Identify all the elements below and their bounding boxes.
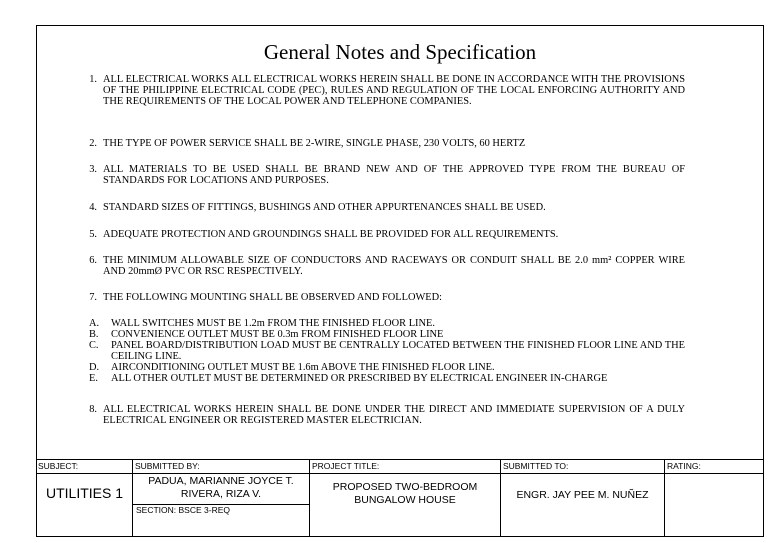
sheet-title: General Notes and Specification [263, 40, 537, 64]
submitted-by-name-2: RIVERA, RIZA V. [180, 488, 262, 500]
mounting-letter: A. [89, 318, 100, 329]
note-text: THE MINIMUM ALLOWABLE SIZE OF CONDUCTORS AND RACEWAYS OR CONDUIT SHALL BE 2.0 mm² COPPER WIRE AND 20mmØ PVC OR RSC RESPECTIVELY. [103, 255, 685, 277]
project-title-line-2: BUNGALOW HOUSE [354, 494, 456, 506]
subject-value: UTILITIES 1 [45, 485, 124, 501]
note-number: 5. [89, 229, 97, 240]
project-title-label: PROJECT TITLE: [312, 461, 380, 471]
header-divider [665, 473, 763, 474]
mounting-text: CONVENIENCE OUTLET MUST BE 0.3m FROM FINISHED FLOOR LINE [111, 329, 444, 340]
note-number: 7. [89, 292, 97, 303]
note-text: ALL MATERIALS TO BE USED SHALL BE BRAND NEW AND OF THE APPROVED TYPE FROM THE BUREAU OF STANDARDS FOR LOCATIONS AND PURPOSES. [103, 164, 685, 186]
project-title-cell [309, 460, 500, 536]
mounting-item [89, 373, 685, 384]
mounting-text: ALL OTHER OUTLET MUST BE DETERMINED OR PRESCRIBED BY ELECTRICAL ENGINEER IN-CHARGE [111, 373, 608, 384]
note-text: THE TYPE OF POWER SERVICE SHALL BE 2-WIRE, SINGLE PHASE, 230 VOLTS, 60 HERTZ [103, 138, 526, 149]
header-divider [501, 473, 664, 474]
submitted-to-label: SUBMITTED TO: [503, 461, 569, 471]
mounting-text: AIRCONDITIONING OUTLET MUST BE 1.6m ABOVE THE FINISHED FLOOR LINE. [111, 362, 495, 373]
section-value: SECTION: BSCE 3-REQ [136, 505, 230, 515]
note-number: 3. [89, 164, 97, 175]
note-item [89, 229, 685, 240]
rating-label: RATING: [667, 461, 701, 471]
header-divider [310, 473, 500, 474]
mounting-item [89, 340, 685, 362]
header-divider [133, 473, 309, 474]
note-number: 6. [89, 255, 97, 266]
mounting-letter: E. [89, 373, 98, 384]
mounting-letter: D. [89, 362, 100, 373]
note-text: STANDARD SIZES OF FITTINGS, BUSHINGS AND OTHER APPURTENANCES SHALL BE USED. [103, 202, 546, 213]
note-item [89, 74, 685, 107]
submitted-by-name-1: PADUA, MARIANNE JOYCE T. [148, 475, 294, 487]
mounting-item [89, 329, 685, 340]
project-title-line-1: PROPOSED TWO-BEDROOM [332, 481, 478, 493]
note-item [89, 202, 685, 213]
title-block [37, 459, 763, 537]
note-item [89, 292, 685, 303]
note-number: 8. [89, 404, 97, 415]
drawing-sheet [36, 25, 764, 537]
header-divider [36, 473, 133, 474]
mounting-text: WALL SWITCHES MUST BE 1.2m FROM THE FINISHED FLOOR LINE. [111, 318, 435, 329]
submitted-to-value: ENGR. JAY PEE M. NUÑEZ [516, 489, 649, 501]
submitted-by-names [133, 475, 309, 501]
note-number: 1. [89, 74, 97, 85]
note-text: ALL ELECTRICAL WORKS ALL ELECTRICAL WORKS HEREIN SHALL BE DONE IN ACCORDANCE WITH THE PROVISIONS OF THE PHILIPPINE ELECTRICAL CODE (PEC), RULES AND REGULATION OF THE LOCAL ENFORCING AUTHORITY AND THE REQUIREMENTS OF THE LOCAL POWER AND TELEPHONE COMPANIES. [103, 74, 685, 107]
note-text: ADEQUATE PROTECTION AND GROUNDINGS SHALL BE PROVIDED FOR ALL REQUIREMENTS. [103, 229, 559, 240]
mounting-item [89, 362, 685, 373]
note-number: 2. [89, 138, 97, 149]
note-item [89, 255, 685, 277]
note-number: 4. [89, 202, 97, 213]
note-text: ALL ELECTRICAL WORKS HEREIN SHALL BE DONE UNDER THE DIRECT AND IMMEDIATE SUPERVISION OF A DULY ELECTRICAL ENGINEER OR REGISTERED MASTER ELECTRICIAN. [103, 404, 685, 426]
note-text: THE FOLLOWING MOUNTING SHALL BE OBSERVED AND FOLLOWED: [103, 292, 443, 303]
mounting-letter: C. [89, 340, 99, 351]
note-item [89, 138, 685, 149]
note-item [89, 404, 685, 426]
mounting-text: PANEL BOARD/DISTRIBUTION LOAD MUST BE CENTRALLY LOCATED BETWEEN THE FINISHED FLOOR LINE AND THE CEILING LINE. [111, 340, 685, 362]
mounting-item [89, 318, 685, 329]
submitted-by-label: SUBMITTED BY: [135, 461, 200, 471]
subject-cell [36, 460, 133, 536]
mounting-letter: B. [89, 329, 99, 340]
rating-cell [664, 460, 763, 536]
submitted-by-cell [132, 460, 309, 536]
submitted-to-cell [500, 460, 664, 536]
subject-label: SUBJECT: [38, 461, 79, 471]
project-title-value [310, 481, 500, 507]
note-item [89, 164, 685, 186]
